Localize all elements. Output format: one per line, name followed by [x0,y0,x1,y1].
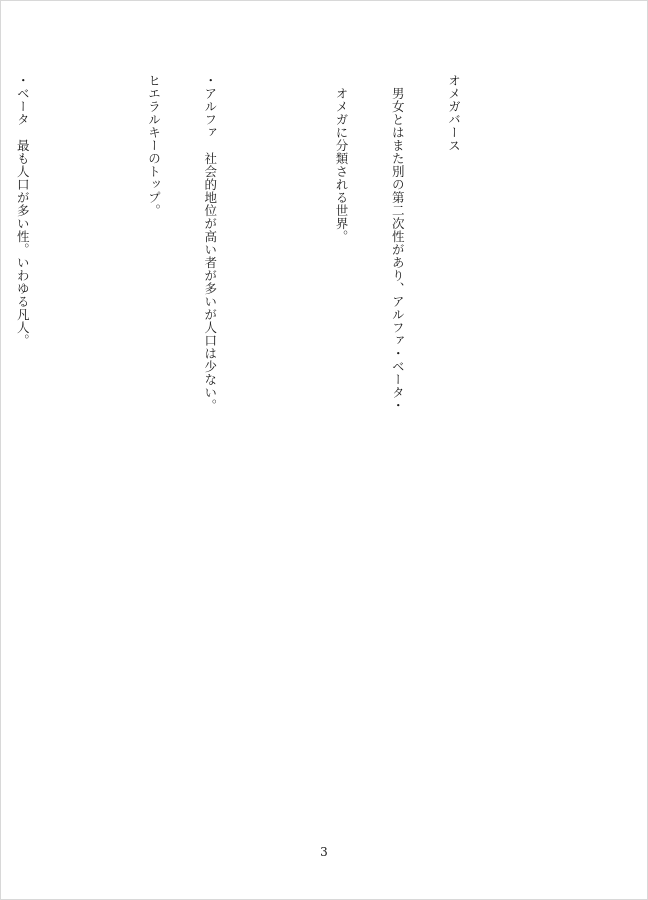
section-title: オメガバース [446,74,462,152]
entry-line: ・ベータ 最も人口が多い性。いわゆる凡人。 [15,74,31,347]
entry-line: ・アルファ 社会的地位が高い者が多いが人口は少ない。 [202,74,218,412]
intro-line: 男女とはまた別の第二次性があり、アルファ・ベータ・ [390,86,406,412]
vertical-text-body [0,74,500,464]
page-number: 3 [320,845,328,859]
intro-line: オメガに分類される世界。 [334,86,349,243]
entry-line: ヒエラルキーのトップ。 [146,74,162,217]
